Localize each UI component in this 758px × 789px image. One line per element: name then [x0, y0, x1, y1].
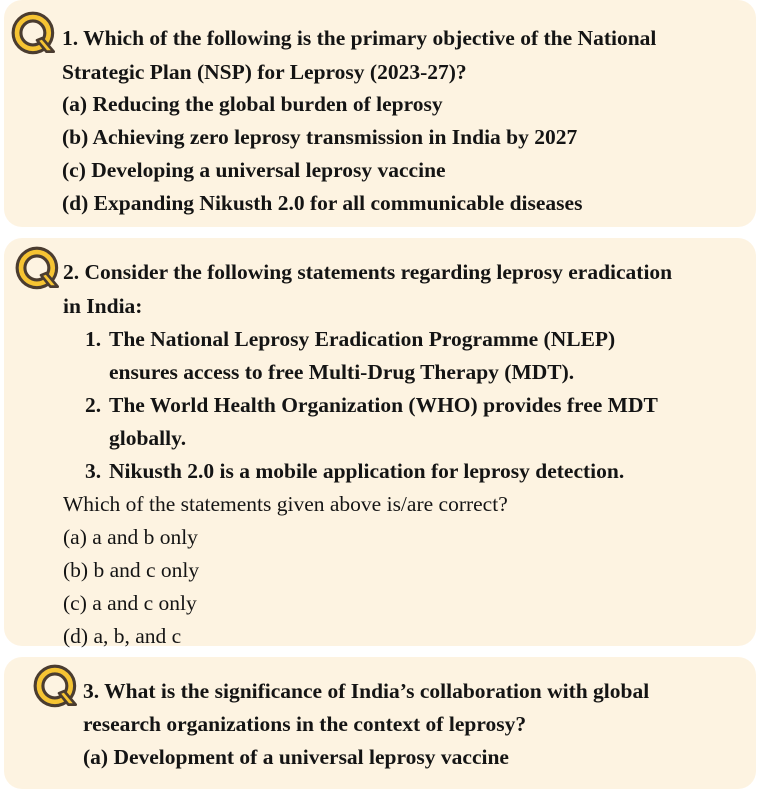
question-3-stem-line-1: 3. What is the significance of India’s collaboration with global [83, 679, 650, 703]
question-1-stem-line-2: Strategic Plan (NSP) for Leprosy (2023-27)? [62, 60, 467, 84]
question-1-option-b: (b) Achieving zero leprosy transmission in India by 2027 [62, 125, 578, 149]
question-2-prompt: Which of the statements given above is/are correct? [63, 492, 508, 516]
question-2-stem-line-1: 2. Consider the following statements regarding leprosy eradication [63, 260, 673, 284]
question-2-option-a: (a) a and b only [63, 525, 198, 549]
statement-1-continued: ensures access to free Multi-Drug Therapy (MDT). [109, 360, 575, 384]
question-card-1 [4, 0, 756, 227]
statement-text: The World Health Organization (WHO) provides free MDT [109, 393, 658, 417]
question-3-option-a: (a) Development of a universal leprosy vaccine [83, 745, 509, 769]
question-2-option-b: (b) b and c only [63, 558, 200, 582]
question-1-option-d: (d) Expanding Nikusth 2.0 for all communicable diseases [62, 191, 583, 215]
question-2-option-c: (c) a and c only [63, 591, 197, 615]
statement-number: 3. [85, 459, 102, 483]
q-badge-icon [32, 662, 84, 714]
question-card-3 [4, 657, 756, 789]
question-2-option-d: (d) a, b, and c [63, 624, 182, 648]
statement-2 [85, 392, 658, 418]
statement-number: 1. [85, 327, 102, 351]
question-1-option-c: (c) Developing a universal leprosy vaccine [62, 158, 446, 182]
question-3-stem-line-2: research organizations in the context of leprosy? [83, 712, 527, 736]
statement-3 [85, 458, 624, 484]
statement-number: 2. [85, 393, 102, 417]
statement-1 [85, 326, 615, 352]
question-1-stem-line-1: 1. Which of the following is the primary objective of the National [62, 26, 657, 50]
statement-text: The National Leprosy Eradication Programme (NLEP) [109, 327, 616, 351]
statement-2-continued: globally. [109, 426, 187, 450]
q-badge-icon [10, 9, 62, 61]
question-2-stem-line-2: in India: [63, 294, 143, 318]
q-badge-icon [14, 244, 66, 296]
question-card-2 [4, 238, 756, 646]
question-1-option-a: (a) Reducing the global burden of leprosy [62, 92, 443, 116]
statement-text: Nikusth 2.0 is a mobile application for leprosy detection. [109, 459, 625, 483]
